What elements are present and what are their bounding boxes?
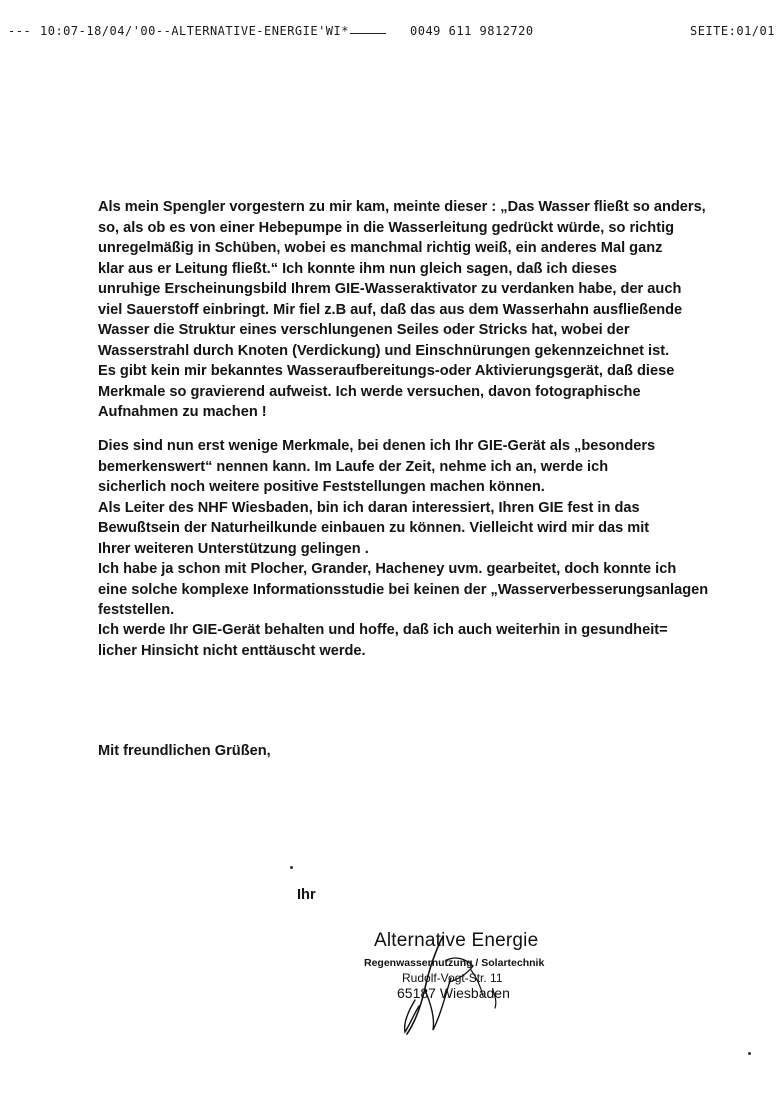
fax-header-marks: --- <box>8 24 32 38</box>
fax-header <box>0 24 779 42</box>
letter-line: licher Hinsicht nicht enttäuscht werde. <box>98 642 366 659</box>
letter-line: Als Leiter des NHF Wiesbaden, bin ich daran interessiert, Ihren GIE fest in das <box>98 499 640 516</box>
letter-closing <box>98 741 698 762</box>
fax-header-phone: 0049 611 9812720 <box>410 24 534 38</box>
letter-line: unregelmäßig in Schüben, wobei es manchmal richtig weiß, ein anderes Mal ganz <box>98 240 663 256</box>
letter-line: viel Sauerstoff einbringt. Mir fiel z.B auf, daß das aus dem Wasserhahn ausfließende <box>98 301 683 318</box>
letter-signoff: Ihr <box>297 887 316 903</box>
letter-line: so, als ob es von einer Hebepumpe in die Wasserleitung gedrückt würde, so richtig <box>98 219 675 236</box>
fax-header-page: SEITE:01/01 <box>690 24 775 38</box>
letter-line: Aufnahmen zu machen ! <box>98 404 267 420</box>
fax-header-transmission: 10:07-18/04/'00--ALTERNATIVE-ENERGIE'WI* <box>40 24 349 38</box>
letter-line: Dies sind nun erst wenige Merkmale, bei denen ich Ihr GIE-Gerät als „besonders <box>98 438 656 454</box>
speck-mark <box>748 1052 751 1055</box>
closing-line: Mit freundlichen Grüßen, <box>98 743 271 759</box>
stamp-services: Regenwassernutzung / Solartechnik <box>364 957 545 969</box>
letter-line: unruhige Erscheinungsbild Ihrem GIE-Wasseraktivator zu verdanken habe, der auch <box>98 281 682 297</box>
letter-line: Ihrer weiteren Unterstützung gelingen . <box>98 540 369 557</box>
stamp-company-name: Alternative Energie <box>374 930 539 951</box>
letter-line: eine solche komplexe Informationsstudie bei keinen der „Wasserverbesserungsanlagen <box>98 581 709 598</box>
letter-line: bemerkenswert“ nennen kann. Im Laufe der Zeit, nehme ich an, werde ich <box>98 458 609 475</box>
fax-header-rule <box>350 33 386 34</box>
stamp-city: 65187 Wiesbaden <box>397 985 510 1001</box>
letter-line: Wasserstrahl durch Knoten (Verdickung) und Einschnürungen gekennzeichnet ist. <box>98 342 670 359</box>
letter-line: Ich habe ja schon mit Plocher, Grander, Hacheney uvm. gearbeitet, doch konnte ich <box>98 561 677 577</box>
stamp-street: Rudolf-Vogt-Str. 11 <box>402 971 503 985</box>
letter-paragraph-3 <box>98 620 698 661</box>
letter-line: Als mein Spengler vorgestern zu mir kam, meinte dieser : „Das Wasser fließt so anders, <box>98 199 706 215</box>
letter-line: sicherlich noch weitere positive Feststellungen machen können. <box>98 479 545 495</box>
letter-line: Merkmale so gravierend aufweist. Ich werde versuchen, davon fotographische <box>98 383 641 400</box>
letter-line: Es gibt kein mir bekanntes Wasseraufbereitungs-oder Aktivierungsgerät, daß diese <box>98 363 675 379</box>
letter-paragraph-1 <box>98 197 706 423</box>
speck-mark <box>290 866 293 869</box>
letter-paragraph-2 <box>98 436 709 621</box>
letter-line: feststellen. <box>98 602 175 618</box>
letter-line: Ich werde Ihr GIE-Gerät behalten und hoffe, daß ich auch weiterhin in gesundheit= <box>98 622 668 638</box>
letter-line: Wasser die Struktur eines verschlungenen Seiles oder Stricks hat, wobei der <box>98 322 630 338</box>
handwritten-signature <box>385 930 505 1040</box>
letter-line: Bewußtsein der Naturheilkunde einbauen zu können. Vielleicht wird mir das mit <box>98 520 650 536</box>
letter-line: klar aus er Leitung fließt.“ Ich konnte ihm nun gleich sagen, daß ich dieses <box>98 260 617 277</box>
